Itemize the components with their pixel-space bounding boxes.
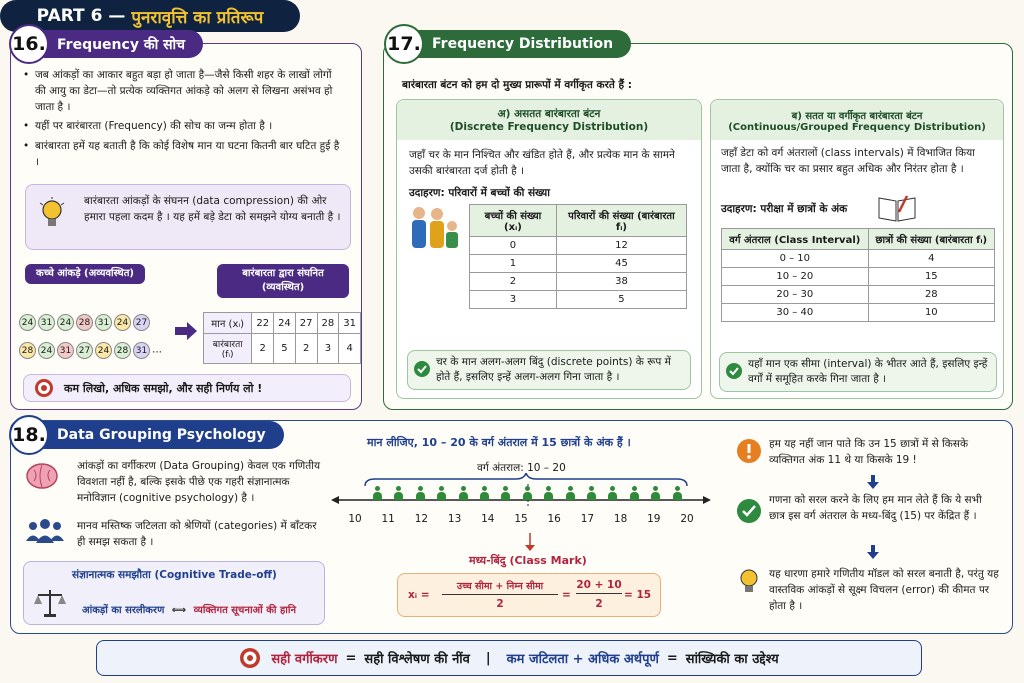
raw-value: 31: [95, 314, 112, 331]
student-marker: [416, 486, 425, 500]
insight-1: हम यह नहीं जान पाते कि उन 15 छात्रों में से किसके व्यक्तिगत अंक 11 थे या किसके 19 !: [769, 438, 969, 466]
raw-value: 31: [133, 342, 150, 359]
table-cell: 3: [470, 291, 557, 309]
trade-off-title: संज्ञानात्मक समझौता (Cognitive Trade-off): [72, 569, 277, 581]
footer-banner: [96, 640, 922, 676]
lightbulb-icon: [737, 567, 761, 595]
arrow-down-icon: [867, 545, 879, 559]
people-icon: [25, 519, 65, 545]
discrete-note: चर के मान अलग-अलग बिंदु (discrete points) के रूप में होते हैं, इसलिए इन्हें अलग-अलग गिना जाता है ।: [436, 356, 671, 384]
discrete-table: [469, 204, 687, 309]
organized-frequency-table: [203, 312, 361, 364]
section-17-title: Frequency Distribution: [432, 36, 614, 52]
raw-data-row-1: [19, 314, 152, 331]
section-18-number: 18.: [9, 415, 49, 455]
check-icon: [737, 499, 761, 523]
raw-data-row-2: [19, 342, 162, 359]
table-cell: 30 – 40: [722, 304, 869, 322]
section-17-number: 17.: [384, 24, 424, 64]
table-cell: 0 – 10: [722, 250, 869, 268]
raw-value: 24: [95, 342, 112, 359]
student-marker: [587, 486, 596, 500]
tick-label: 14: [481, 513, 495, 525]
continuous-card: [710, 99, 1004, 399]
table-cell: 28: [317, 313, 339, 334]
check-icon: [414, 361, 430, 377]
ellipsis: ...: [152, 343, 163, 356]
section-16-points: [23, 68, 345, 175]
student-marker: [630, 486, 639, 500]
scale-icon: [34, 588, 66, 618]
student-marker: [608, 486, 617, 500]
tick-label: 11: [381, 513, 395, 525]
raw-value: 31: [57, 342, 74, 359]
assume-text: मान लीजिए, 10 – 20 के वर्ग अंतराल में 15 छात्रों के अंक हैं ।: [367, 436, 631, 449]
page-header: [0, 0, 300, 32]
family-icon: [407, 204, 459, 250]
section-16-number: 16.: [9, 24, 49, 64]
raw-value: 24: [57, 314, 74, 331]
brain-icon: [25, 461, 59, 491]
point-3: • बारंबारता हमें यह बताती है कि कोई विशेष मान या घटना कितनी बार घटित हुई है ।: [23, 139, 345, 171]
continuous-example: उदाहरण: परीक्षा में छात्रों के अंक: [721, 203, 848, 215]
table-cell: 12: [556, 237, 686, 255]
section-16-panel: [10, 33, 362, 410]
point-2: • यहीं पर बारंबारता (Frequency) की सोच का जन्म होता है ।: [23, 119, 345, 135]
table-cell: 27: [295, 313, 317, 334]
table-cell: 10 – 20: [722, 268, 869, 286]
organized-data-label: बारंबारता द्वारा संघनित (व्यवस्थित): [217, 264, 349, 298]
grouping-text-2: मानव मस्तिष्क जटिलता को श्रेणियों (categories) में बाँटकर ही समझ सकता है ।: [77, 520, 317, 548]
student-marker: [459, 486, 468, 500]
continuous-header: [711, 100, 1003, 140]
tick-label: 16: [547, 513, 561, 525]
raw-data-label: कच्चे आंकड़े (अव्यवस्थित): [25, 264, 145, 284]
tick-label: 12: [414, 513, 429, 525]
motto-text: कम लिखो, अधिक समझो, और सही निर्णय लो !: [64, 381, 263, 395]
tip-box: [25, 184, 351, 250]
section-18-badge: [12, 421, 284, 449]
raw-value: 27: [76, 342, 93, 359]
continuous-desc: जहाँ डेटा को वर्ग अंतरालों (class intervals) में विभाजित किया जाता है, क्योंकि चर का प्रसार बहुत अधिक और निरंतर होता है ।: [721, 147, 975, 175]
table-cell: 4: [339, 334, 361, 364]
section-17-intro: बारंबारता बंटन को हम दो मुख्य प्रारूपों में वर्गीकृत करते हैं :: [402, 79, 632, 91]
raw-value: 28: [114, 342, 131, 359]
arrow-down-icon: [867, 475, 879, 489]
student-marker: [501, 486, 510, 500]
continuous-note-box: [719, 352, 997, 392]
formula-equals: =: [562, 589, 571, 601]
tick-label: 10: [348, 513, 362, 525]
raw-value: 28: [19, 342, 36, 359]
table-cell: 10: [868, 304, 994, 322]
trade-off-row: [82, 602, 296, 616]
discrete-header: [397, 100, 701, 140]
footer-a: सही वर्गीकरण: [271, 652, 338, 667]
tip-text: बारंबारता आंकड़ों के संघनन (data compression) की ओर हमारा पहला कदम है । यह हमें बड़े डेटा को समझने योग्य बनाती है ।: [84, 195, 341, 224]
table-cell: 5: [556, 291, 686, 309]
table-cell: 2: [470, 273, 557, 291]
formula-numerator-2: 20 + 10: [576, 579, 622, 594]
continuous-subtitle: (Continuous/Grouped Frequency Distribution): [728, 121, 986, 133]
section-17-panel: [383, 33, 1013, 410]
discrete-col-2: परिवारों की संख्या (बारंबारता fᵢ): [556, 205, 686, 237]
table-cell: 20 – 30: [722, 286, 869, 304]
formula-denominator-2: 2: [595, 598, 603, 610]
student-marker: [523, 486, 532, 500]
table-cell: 0: [470, 237, 557, 255]
table-cell: 31: [339, 313, 361, 334]
motto-box: [23, 374, 351, 402]
raw-value: 24: [114, 314, 131, 331]
footer-b: सही विश्लेषण की नींव: [364, 652, 470, 667]
tick-label: 13: [447, 513, 462, 525]
table-cell: 3: [317, 334, 339, 364]
target-icon: [239, 647, 261, 669]
arrow-down-icon: [524, 533, 536, 551]
raw-value: 31: [38, 314, 55, 331]
warning-icon: [737, 439, 761, 463]
section-18-panel: [10, 420, 1013, 634]
table-cell: 2: [252, 334, 274, 364]
table-cell: 45: [556, 255, 686, 273]
student-marker: [373, 486, 382, 500]
table-cell: 4: [868, 250, 994, 268]
continuous-col-2: छात्रों की संख्या (बारंबारता fᵢ): [868, 229, 994, 250]
discrete-subtitle: (Discrete Frequency Distribution): [449, 121, 649, 133]
footer-d: सांख्यिकी का उद्देश्य: [685, 652, 779, 667]
discrete-col-1: बच्चों की संख्या (xᵢ): [470, 205, 557, 237]
footer-separator: |: [485, 650, 491, 666]
continuous-note: यहाँ मान एक सीमा (interval) के भीतर आते हैं, इसलिए इन्हें वर्गों में समूहित करके गिना जाता है ।: [748, 358, 988, 386]
discrete-card: [396, 99, 702, 399]
footer-c: कम जटिलता + अधिक अर्थपूर्ण: [506, 652, 659, 667]
discrete-desc: जहाँ चर के मान निश्चित और खंडित होते हैं, और प्रत्येक मान के सामने उसकी बारंबारता दर्ज होती है ।: [409, 149, 675, 177]
tick-label: 20: [680, 513, 694, 525]
section-17-badge: [387, 30, 631, 58]
section-18-title: Data Grouping Psychology: [57, 427, 266, 443]
formula-denominator: 2: [496, 598, 504, 610]
point-1: • जब आंकड़ों का आकार बहुत बड़ा हो जाता है—जैसे किसी शहर के लाखों लोगों की आयु का डेटा—तो प्रत्येक व्यक्तिगत आंकड़े को अलग से लिखना असंभव हो जाता है ।: [23, 68, 345, 115]
discrete-example: उदाहरण: परिवारों में बच्चों की संख्या: [409, 187, 550, 199]
interval-label: वर्ग अंतराल: 10 – 20: [477, 462, 566, 474]
footer-eq-2: =: [666, 650, 678, 666]
raw-value: 27: [133, 314, 150, 331]
student-marker: [544, 486, 553, 500]
tick-label: 19: [647, 513, 661, 525]
insight-2: गणना को सरल करने के लिए हम मान लेते हैं कि ये सभी छात्र इस वर्ग अंतराल के मध्य-बिंदु (15) पर केंद्रित हैं ।: [769, 494, 982, 522]
trade-right: व्यक्तिगत सूचनाओं की हानि: [193, 605, 297, 616]
table-cell: 38: [556, 273, 686, 291]
table-cell: 1: [470, 255, 557, 273]
class-mark-label: मध्य-बिंदु (Class Mark): [469, 554, 587, 567]
table-cell: 22: [252, 313, 274, 334]
table-cell: 15: [868, 268, 994, 286]
trade-off-box: [23, 561, 325, 625]
section-16-badge: [12, 30, 203, 58]
target-icon: [34, 378, 54, 398]
student-marker: [394, 486, 403, 500]
formula-x: xᵢ =: [408, 589, 430, 601]
table-cell: 24: [274, 313, 296, 334]
double-arrow-icon: ⟺: [171, 605, 187, 616]
section-16-title: Frequency की सोच: [57, 36, 186, 53]
book-icon: [877, 194, 917, 222]
table-cell: 28: [868, 286, 994, 304]
table-cell: 5: [274, 334, 296, 364]
header-title: PART 6 —: [36, 6, 126, 26]
tick-label: 15: [514, 513, 528, 525]
discrete-note-box: [407, 350, 691, 390]
footer-eq-1: =: [345, 650, 357, 666]
tick-label: 17: [580, 513, 595, 525]
formula-numerator: उच्च सीमा + निम्न सीमा: [442, 579, 558, 595]
insight-3: यह धारणा हमारे गणितीय मॉडल को सरल बनाती है, परंतु यह वास्तविक आंकड़ों से सूक्ष्म विचलन (error) की कीमत पर होता है ।: [769, 568, 999, 612]
student-marker: [673, 486, 682, 500]
student-marker: [437, 486, 446, 500]
continuous-table: [721, 228, 995, 322]
value-label: मान (xᵢ): [204, 313, 252, 334]
lightbulb-icon: [38, 197, 66, 231]
raw-value: 28: [76, 314, 93, 331]
continuous-title: ब) सतत या वर्गीकृत बारंबारता बंटन: [791, 110, 923, 122]
raw-value: 24: [19, 314, 36, 331]
check-icon: [726, 363, 742, 379]
header-title-hindi: पुनरावृत्ति का प्रतिरूप: [131, 7, 264, 28]
tick-label: 18: [613, 513, 628, 525]
formula-result: = 15: [624, 589, 652, 601]
frequency-label: बारंबारता (fᵢ): [204, 334, 252, 364]
discrete-title: अ) असतत बारंबारता बंटन: [497, 108, 601, 120]
grouping-text-1: आंकड़ों का वर्गीकरण (Data Grouping) केवल एक गणितीय विवशता नहीं है, बल्कि इसके पीछे एक गहरी संज्ञानात्मक मनोविज्ञान (cognitive psychology) है ।: [77, 460, 321, 504]
arrow-right-icon: [175, 322, 197, 340]
student-marker: [480, 486, 489, 500]
continuous-col-1: वर्ग अंतराल (Class Interval): [722, 229, 869, 250]
formula-box: [397, 573, 661, 617]
student-marker: [566, 486, 575, 500]
trade-left: आंकड़ों का सरलीकरण: [82, 605, 165, 616]
student-marker: [651, 486, 660, 500]
table-cell: 2: [295, 334, 317, 364]
raw-value: 24: [38, 342, 55, 359]
